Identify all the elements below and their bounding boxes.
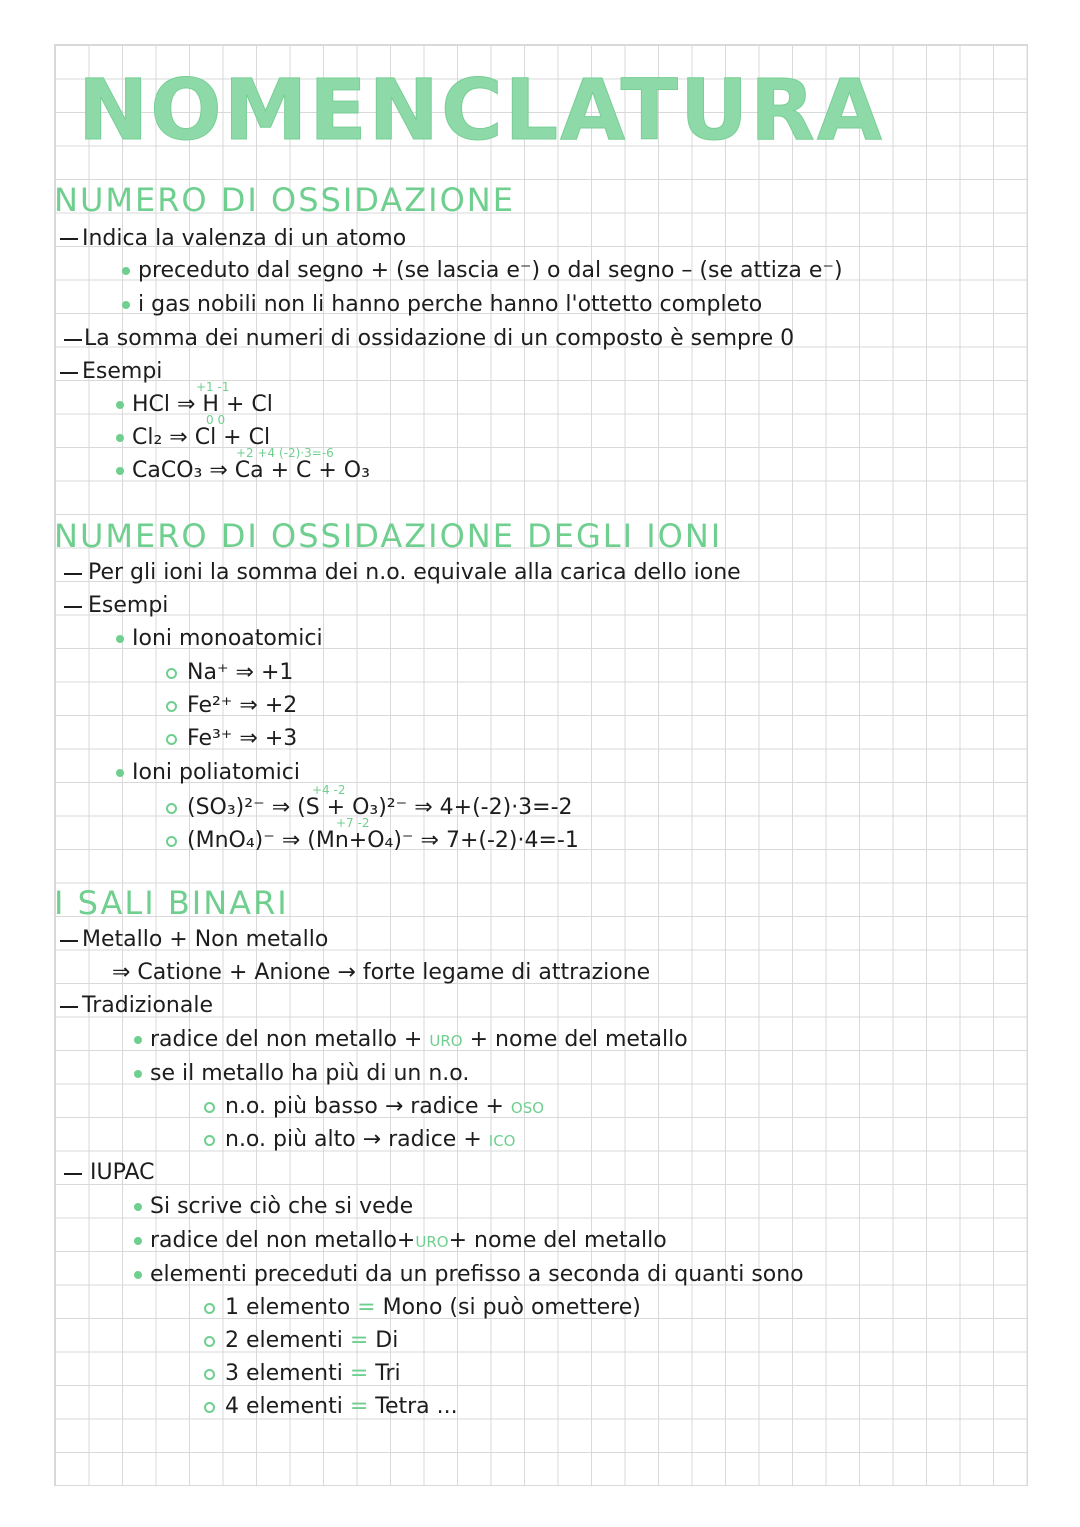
s3-trad-piu-no-text: se il metallo ha più di un n.o. <box>150 1061 470 1086</box>
s3-no-alto-text: n.o. più alto → radice + <box>225 1127 489 1152</box>
prefix-name: Mono (si può omettere) <box>382 1295 641 1320</box>
dash-bullet <box>64 1173 82 1175</box>
s3-iupac-radice <box>134 1228 667 1255</box>
dash-bullet <box>60 940 78 942</box>
s3-prefix-di <box>204 1328 398 1354</box>
bullet-dot <box>116 635 124 643</box>
s3-trad-radice-text-a: radice del non metallo + <box>150 1027 430 1052</box>
s2-ion-fe2 <box>166 693 297 719</box>
page-title: NOMENCLATURA <box>78 61 884 159</box>
s3-no-basso <box>204 1094 544 1121</box>
suffix-uro: URO <box>415 1233 449 1251</box>
s2-ion-fe3 <box>166 726 297 752</box>
prefix-name: Tri <box>375 1361 401 1386</box>
dash-bullet <box>64 606 82 608</box>
s3-no-basso-text: n.o. più basso → radice + <box>225 1094 511 1119</box>
bullet-dot <box>116 434 124 442</box>
s3-catione-anione: ⇒ Catione + Anione → forte legame di attrazione <box>112 960 651 985</box>
bullet-dot <box>122 267 130 275</box>
ring-bullet <box>166 734 177 745</box>
s3-no-alto <box>204 1127 515 1154</box>
s3-iupac-radice-text-a: radice del non metallo+ <box>150 1228 416 1253</box>
s2-ioni-monoatomici-text: Ioni monoatomici <box>132 626 323 651</box>
s2-ion-fe2-text: Fe²⁺ ⇒ +2 <box>187 693 298 718</box>
s3-iupac-si-scrive <box>134 1194 413 1220</box>
s1-line-valenza: Indica la valenza di un atomo <box>82 226 407 251</box>
prefix-name: Di <box>375 1328 399 1353</box>
s3-iupac-prefisso <box>134 1262 804 1288</box>
ex1-oxidation-numbers: +1 -1 <box>196 380 230 394</box>
heading-numero-ossidazione: NUMERO DI OSSIDAZIONE <box>54 181 515 219</box>
s3-metallo-non-metallo: Metallo + Non metallo <box>82 927 329 952</box>
ex2-oxidation-numbers: 0 0 <box>206 413 226 427</box>
ring-bullet <box>204 1102 215 1113</box>
ring-bullet <box>166 668 177 679</box>
s3-trad-radice <box>134 1027 688 1054</box>
heading-sali-binari: I SALI BINARI <box>54 884 289 922</box>
s3-iupac-radice-text-c: + nome del metallo <box>448 1228 667 1253</box>
ex3-oxidation-numbers: +2 +4 (-2)·3=-6 <box>236 446 334 460</box>
ring-bullet <box>166 836 177 847</box>
s1-example-hcl-text: HCl ⇒ H + Cl <box>132 392 273 417</box>
s2-ion-mno4 <box>166 828 579 854</box>
bullet-dot <box>134 1237 142 1245</box>
suffix-uro: URO <box>429 1032 463 1050</box>
s2-ioni-poliatomici-text: Ioni poliatomici <box>132 760 300 785</box>
prefix-count: 1 elemento <box>225 1295 351 1320</box>
bullet-dot <box>116 467 124 475</box>
bullet-dot <box>134 1070 142 1078</box>
s2-ion-na <box>166 660 293 686</box>
s3-prefix-tri <box>204 1361 401 1387</box>
s2-ioni-poliatomici <box>116 760 300 786</box>
dash-bullet <box>60 238 78 240</box>
equals-sign: = <box>342 1361 376 1386</box>
s2-line-somma-ioni: Per gli ioni la somma dei n.o. equivale alla carica dello ione <box>88 560 741 585</box>
s2-ion-na-text: Na⁺ ⇒ +1 <box>187 660 294 685</box>
prefix-name: Tetra ... <box>375 1394 458 1419</box>
s1-line-esempi: Esempi <box>82 359 163 384</box>
ring-bullet <box>204 1135 215 1146</box>
prefix-count: 4 elementi <box>225 1394 343 1419</box>
bullet-dot <box>122 301 130 309</box>
s2-line-esempi: Esempi <box>88 593 169 618</box>
s1-bullet-gas-nobili <box>122 292 762 318</box>
s2-ion-mno4-text: (MnO₄)⁻ ⇒ (Mn+O₄)⁻ ⇒ 7+(-2)·4=-1 <box>187 828 579 853</box>
equals-sign: = <box>350 1295 383 1320</box>
bullet-dot <box>134 1036 142 1044</box>
bullet-dot <box>116 769 124 777</box>
s1-example-caco3 <box>116 458 370 484</box>
dash-bullet <box>60 372 78 374</box>
s1-bullet-segno-text: preceduto dal segno + (se lascia e⁻) o dal segno – (se attiza e⁻) <box>138 258 843 283</box>
s3-prefix-tetra <box>204 1394 458 1420</box>
s3-iupac-si-scrive-text: Si scrive ciò che si vede <box>150 1194 414 1219</box>
equals-sign: = <box>342 1394 376 1419</box>
dash-bullet <box>64 339 82 341</box>
bullet-dot <box>134 1271 142 1279</box>
s3-iupac: IUPAC <box>90 1160 155 1185</box>
ring-bullet <box>166 803 177 814</box>
p2-oxidation-numbers: +7 -2 <box>336 816 370 830</box>
heading-ossidazione-ioni: NUMERO DI OSSIDAZIONE DEGLI IONI <box>54 517 723 555</box>
s3-iupac-prefisso-text: elementi preceduti da un prefisso a seconda di quanti sono <box>150 1262 804 1287</box>
s3-tradizionale: Tradizionale <box>82 993 214 1018</box>
s1-line-somma: La somma dei numeri di ossidazione di un composto è sempre 0 <box>84 326 795 351</box>
s1-bullet-gas-nobili-text: i gas nobili non li hanno perche hanno l'ottetto completo <box>138 292 763 317</box>
ring-bullet <box>204 1402 215 1413</box>
p1-oxidation-numbers: +4 -2 <box>312 783 346 797</box>
s1-example-caco3-text: CaCO₃ ⇒ Ca + C + O₃ <box>132 458 370 483</box>
dash-bullet <box>64 573 82 575</box>
s3-prefix-mono <box>204 1295 641 1321</box>
ring-bullet <box>204 1336 215 1347</box>
ring-bullet <box>166 701 177 712</box>
s1-bullet-segno <box>122 258 843 284</box>
s2-ion-so3-text: (SO₃)²⁻ ⇒ (S + O₃)²⁻ ⇒ 4+(-2)·3=-2 <box>187 795 573 820</box>
s3-trad-piu-no <box>134 1061 469 1087</box>
s1-example-hcl <box>116 392 273 418</box>
dash-bullet <box>60 1006 78 1008</box>
equals-sign: = <box>342 1328 376 1353</box>
s2-ion-fe3-text: Fe³⁺ ⇒ +3 <box>187 726 298 751</box>
suffix-ico: ICO <box>488 1132 516 1150</box>
ring-bullet <box>204 1369 215 1380</box>
bullet-dot <box>134 1203 142 1211</box>
s2-ioni-monoatomici <box>116 626 323 652</box>
bullet-dot <box>116 401 124 409</box>
prefix-count: 2 elementi <box>225 1328 343 1353</box>
prefix-count: 3 elementi <box>225 1361 343 1386</box>
s1-example-cl2-text: Cl₂ ⇒ Cl + Cl <box>132 425 271 450</box>
suffix-oso: OSO <box>510 1099 545 1117</box>
s3-trad-radice-text-c: + nome del metallo <box>462 1027 688 1052</box>
ring-bullet <box>204 1303 215 1314</box>
